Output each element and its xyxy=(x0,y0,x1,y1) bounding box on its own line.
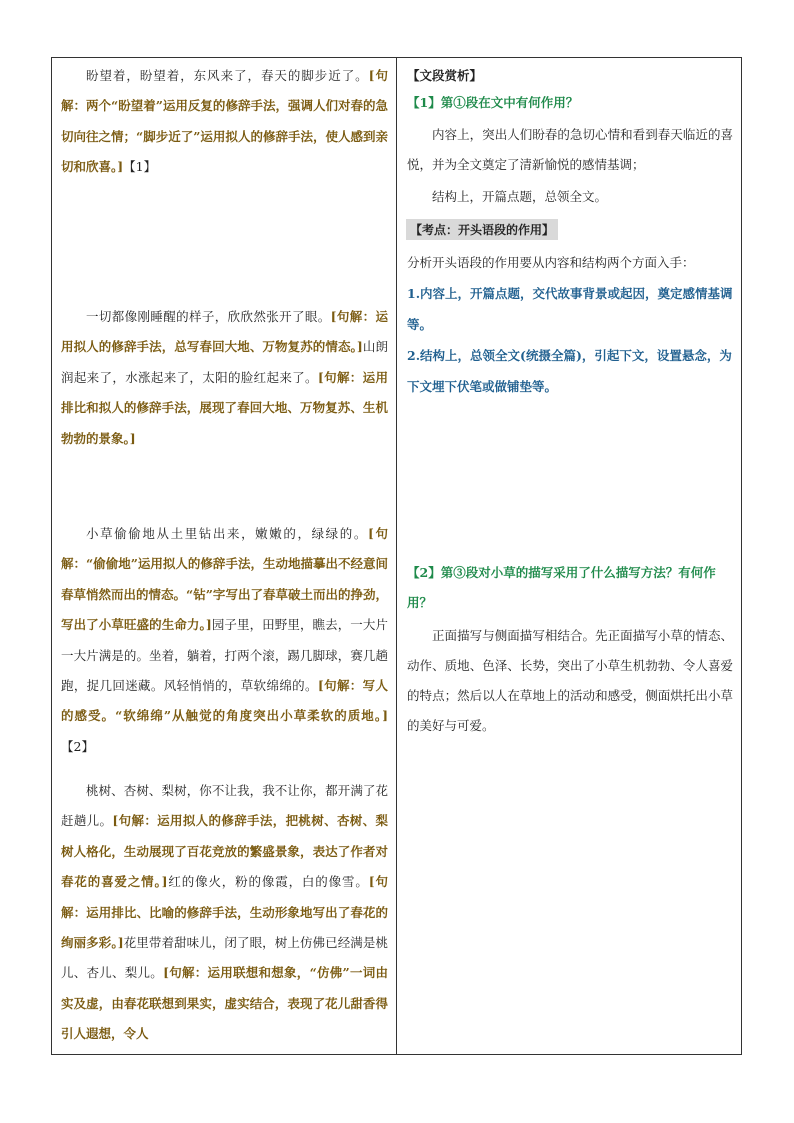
paragraph-3-text-1: 小草偷偷地从土里钻出来，嫩嫩的，绿绿的。 xyxy=(86,526,368,541)
paragraph-2 xyxy=(61,302,388,454)
analysis-table xyxy=(51,57,742,1055)
answer-1-structure: 结构上，开篇点题，总领全文。 xyxy=(432,189,608,204)
paragraph-1-text: 盼望着，盼望着，东风来了，春天的脚步近了。 xyxy=(86,68,369,83)
paragraph-3-note-2: [句解：写人的感受。“软绵绵”从触觉的角度突出小草柔软的质地。] xyxy=(61,678,388,724)
question-2: 【2】第③段对小草的描写采用了什么描写方法？有何作用？ xyxy=(407,565,716,610)
paragraph-3-text-2: 园子里，田野里，瞧去，一大片一大片满是的。坐着，躺着，打两个滚，踢几脚球，赛几趟跑，捉几回迷藏。风轻悄悄的，草软绵绵的。 xyxy=(61,617,388,694)
answer-1-content: 内容上，突出人们盼春的急切心情和看到春天临近的喜悦，并为全文奠定了清新愉悦的感情基调； xyxy=(407,127,733,172)
exam-point-tag: 【考点：开头语段的作用】 xyxy=(406,219,558,240)
paragraph-3-marker: 【2】 xyxy=(61,738,94,754)
paragraph-2-text-2: 山朗润起来了，水涨起来了，太阳的脸红起来了。 xyxy=(61,339,388,385)
paragraph-4-note-1: [句解：运用拟人的修辞手法，把桃树、杏树、梨树人格化，生动展现了百花竞放的繁盛景象，表达了作者对春花的喜爱之情。] xyxy=(61,813,388,890)
paragraph-4-text-2: 红的像火，粉的像霞，白的像雪。 xyxy=(167,874,369,890)
paragraph-1-note: [句解：两个“盼望着”运用反复的修辞手法，强调人们对春的急切向往之情；“脚步近了”运用拟人的修辞手法，使人感到亲切和欣喜。] xyxy=(61,68,388,175)
text-column xyxy=(52,58,397,1054)
paragraph-4-note-3: [句解：运用联想和想象，“仿佛”一词由实及虚，由春花联想到果实，虚实结合，表现了花儿甜香得引人遐想，令人 xyxy=(61,965,388,1042)
method-point-1: 1.内容上，开篇点题，交代故事背景或起因，奠定感情基调等。 xyxy=(407,286,733,332)
paragraph-4 xyxy=(61,776,388,1050)
paragraph-4-text-1: 桃树、杏树、梨树，你不让我，我不让你，都开满了花赶趟儿。 xyxy=(61,783,388,829)
paragraph-2-text-1: 一切都像刚睡醒的样子，欣欣然张开了眼。 xyxy=(86,309,331,324)
paragraph-2-note-2: [句解：运用排比和拟人的修辞手法，展现了春回大地、万物复苏、生机勃勃的景象。] xyxy=(61,369,388,446)
appreciation-column xyxy=(397,58,741,1054)
paragraph-2-note-1: [句解：运用拟人的修辞手法，总写春回大地、万物复苏的情态。] xyxy=(61,309,388,355)
paragraph-1 xyxy=(61,61,388,183)
paragraph-3-note-1: [句解：“偷偷地”运用拟人的修辞手法，生动地描摹出不经意间春草悄然而出的情态。“钻”字写出了春草破土而出的挣劲，写出了小草旺盛的生命力。] xyxy=(61,526,388,633)
answer-2: 正面描写与侧面描写相结合。先正面描写小草的情态、动作、质地、色泽、长势，突出了小草生机勃勃、令人喜爱的特点；然后以人在草地上的活动和感受，侧面烘托出小草的美好与可爱。 xyxy=(407,628,733,733)
section-title: 【文段赏析】 xyxy=(407,68,483,83)
method-point-2: 2.结构上，总领全文(统摄全篇)，引起下文，设置悬念，为下文埋下伏笔或做铺垫等。 xyxy=(407,348,732,394)
question-1: 【1】第①段在文中有何作用？ xyxy=(407,95,579,110)
method-intro: 分析开头语段的作用要从内容和结构两个方面入手： xyxy=(407,255,695,270)
paragraph-3 xyxy=(61,519,388,762)
paragraph-4-note-2: [句解：运用排比、比喻的修辞手法，生动形象地写出了春花的绚丽多彩。] xyxy=(61,874,388,951)
paragraph-1-marker: 【1】 xyxy=(123,159,157,175)
paragraph-4-text-3: 花里带着甜味儿，闭了眼，树上仿佛已经满是桃儿、杏儿、梨儿。 xyxy=(61,935,388,981)
